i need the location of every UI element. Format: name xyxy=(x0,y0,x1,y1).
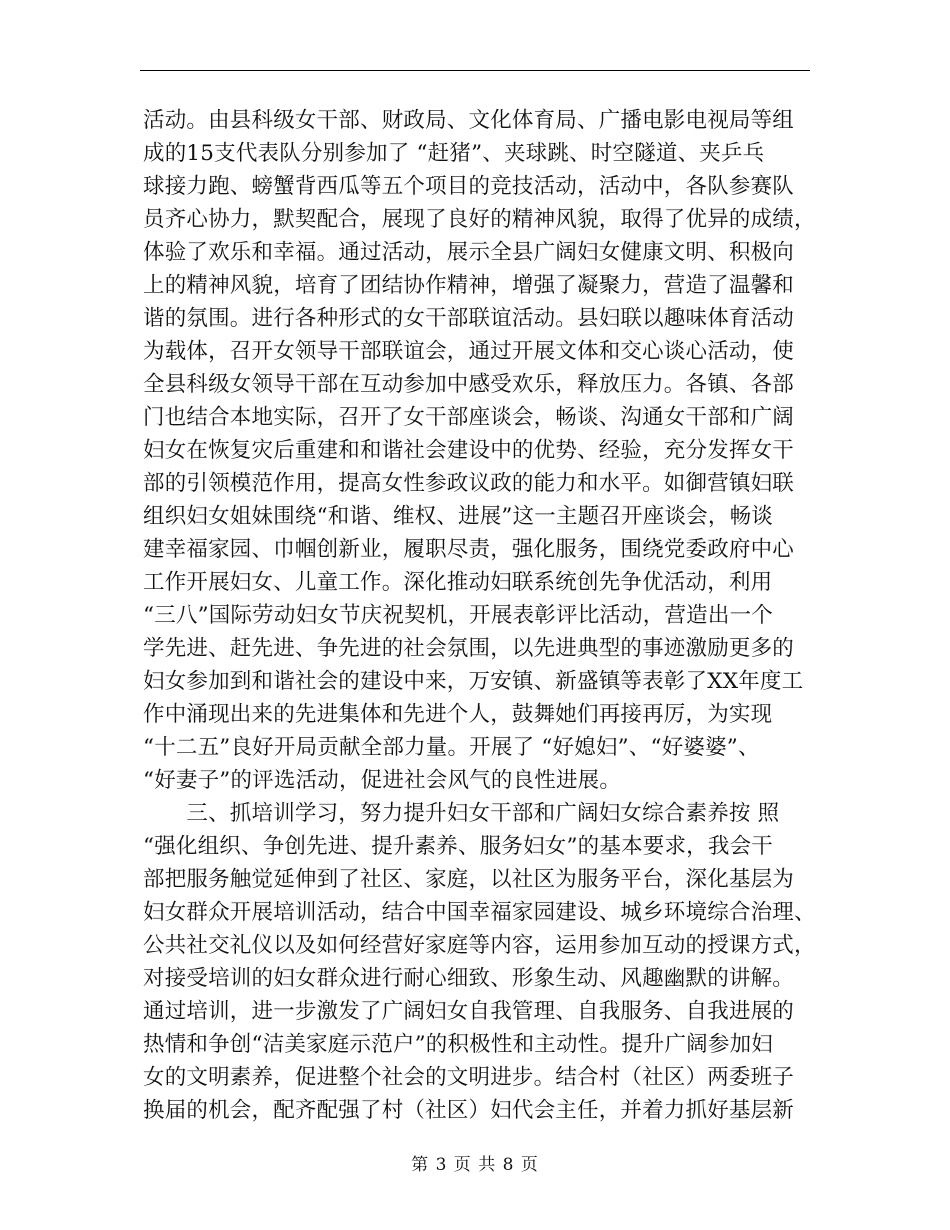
text-line: 妇女参加到和谐社会的建设中来，万安镇、新盛镇等表彰了XX年度工 xyxy=(143,669,804,694)
text-line: 活动。由县科级女干部、财政局、文化体育局、广播电影电视局等组 xyxy=(143,108,795,133)
text-line: “三八”国际劳动妇女节庆祝契机，开展表彰评比活动，营造出一个 xyxy=(143,603,773,628)
text-line: 女的文明素养，促进整个社会的文明进步。结合村（社区）两委班子 xyxy=(143,1065,795,1090)
text-line: “好妻子”的评选活动，促进社会风气的良性进展。 xyxy=(143,768,622,793)
text-line: 公共社交礼仪以及如何经营好家庭等内容，运用参加互动的授课方式， xyxy=(143,933,816,958)
text-line: “十二五”良好开局贡献全部力量。开展了 “好媳妇”、“好婆婆”、 xyxy=(143,735,760,760)
text-line: 体验了欢乐和幸福。通过活动，展示全县广阔妇女健康文明、积极向 xyxy=(143,240,795,265)
text-line: 组织妇女姐妹围绕“和谐、维权、进展”这一主题召开座谈会，畅谈 xyxy=(143,504,773,529)
text-line: 谐的氛围。进行各种形式的女干部联谊活动。县妇联以趣味体育活动 xyxy=(143,306,795,331)
text-line: 建幸福家园、巾帼创新业，履职尽责，强化服务，围绕党委政府中心 xyxy=(143,537,795,562)
text-line: 成的15支代表队分别参加了 “赶猪”、夹球跳、时空隧道、夹乒乓 xyxy=(143,141,765,166)
text-line: “强化组织、争创先进、提升素养、服务妇女”的基本要求，我会干 xyxy=(143,834,773,859)
text-line: 门也结合本地实际，召开了女干部座谈会，畅谈、沟通女干部和广阔 xyxy=(143,405,795,430)
text-line: 妇女群众开展培训活动，结合中国幸福家园建设、城乡环境综合治理、 xyxy=(143,900,816,925)
text-line: 上的精神风貌，培育了团结协作精神，增强了凝聚力，营造了温馨和 xyxy=(143,273,795,298)
document-body xyxy=(143,104,816,1127)
text-line: 球接力跑、螃蟹背西瓜等五个项目的竞技活动，活动中，各队参赛队 xyxy=(143,174,795,199)
text-line: 妇女在恢复灾后重建和和谐社会建设中的优势、经验，充分发挥女干 xyxy=(143,438,795,463)
section-heading-line: 三、抓培训学习，努力提升妇女干部和广阔妇女综合素养按 照 xyxy=(143,801,780,826)
text-line: 热情和争创“洁美家庭示范户”的积极性和主动性。提升广阔参加妇 xyxy=(143,1032,773,1057)
text-line: 作中涌现出来的先进集体和先进个人，鼓舞她们再接再厉，为实现 xyxy=(143,702,773,727)
text-line: 为载体，召开女领导干部联谊会，通过开展文体和交心谈心活动，使 xyxy=(143,339,795,364)
text-line: 换届的机会，配齐配强了村（社区）妇代会主任，并着力抓好基层新 xyxy=(143,1098,795,1123)
text-line: 通过培训，进一步激发了广阔妇女自我管理、自我服务、自我进展的 xyxy=(143,999,795,1024)
header-rule xyxy=(140,70,810,71)
text-line: 部的引领模范作用，提高女性参政议政的能力和水平。如御营镇妇联 xyxy=(143,471,795,496)
text-line: 部把服务触觉延伸到了社区、家庭，以社区为服务平台，深化基层为 xyxy=(143,867,795,892)
page-number: 第 3 页 共 8 页 xyxy=(411,1155,539,1175)
text-line: 全县科级女领导干部在互动参加中感受欢乐，释放压力。各镇、各部 xyxy=(143,372,795,397)
text-line: 工作开展妇女、儿童工作。深化推动妇联系统创先争优活动，利用 xyxy=(143,570,773,595)
text-line: 员齐心协力，默契配合，展现了良好的精神风貌，取得了优异的成绩， xyxy=(143,207,816,232)
text-line: 对接受培训的妇女群众进行耐心细致、形象生动、风趣幽默的讲解。 xyxy=(143,966,795,991)
text-line: 学先进、赶先进、争先进的社会氛围，以先进典型的事迹激励更多的 xyxy=(143,636,795,661)
